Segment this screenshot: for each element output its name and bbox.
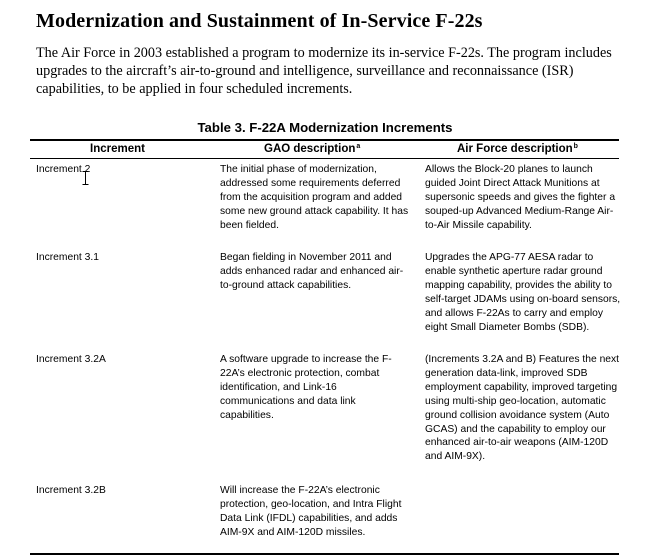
column-header-af — [457, 143, 578, 155]
table-row-4-gao: Will increase the F-22A’s electronic protection, geo-location, and Intra Flight Data Link (IFDL) capabilities, and adds AIM-9X and AIM-120D missiles. — [220, 485, 402, 538]
table-row-1-increment: Increment 2 — [36, 164, 91, 175]
table-bottom-rule — [30, 553, 619, 555]
table-row-1-af: Allows the Block-20 planes to launch guided Joint Direct Attack Munitions at supersonic speeds and gives the fighter a souped-up Advanced Medium-Range Air-to-Air Missile capability. — [425, 164, 616, 231]
table-row-2-gao: Began fielding in November 2011 and adds enhanced radar and enhanced air-to-ground attack capabilities. — [220, 252, 404, 291]
table-top-rule — [30, 139, 619, 141]
table-row-1-gao: The initial phase of modernization, addressed some requirements deferred from the acquisition program and added some new ground attack capability. It has been fielded. — [220, 164, 409, 231]
footnote-marker-b: b — [573, 143, 578, 150]
section-heading: Modernization and Sustainment of In-Service F-22s — [36, 10, 483, 32]
footnote-marker-a: a — [356, 143, 361, 150]
column-header-increment — [90, 143, 145, 155]
column-header-increment-label: Increment — [90, 143, 145, 155]
table-row-4-increment: Increment 3.2B — [36, 485, 106, 496]
table-row-2-af: Upgrades the APG-77 AESA radar to enable synthetic aperture radar ground mapping capability, provides the ability to self-target JDAMs using on-board sensors, and allows F-22As to carry and employ eight Small Diameter Bombs (SDB). — [425, 252, 621, 333]
column-header-gao — [264, 143, 360, 155]
table-row-2-increment: Increment 3.1 — [36, 252, 99, 263]
column-header-gao-label: GAO description — [264, 143, 356, 155]
table-row-3-af: (Increments 3.2A and B) Features the next generation data-link, improved SDB employment capability, improved targeting using multi-ship geo-location, automatic ground collision avoidance system (Auto GCAS) and the capability to employ our enhanced air-to-air weapons (AIM-120D and AIM-9X). — [425, 354, 620, 463]
table-row-3-gao: A software upgrade to increase the F-22A’s electronic protection, combat identification, and Link-16 communications and data link capabilities. — [220, 354, 392, 421]
table-title: Table 3. F-22A Modernization Increments — [197, 120, 453, 135]
intro-paragraph: The Air Force in 2003 established a program to modernize its in-service F-22s. The program includes upgrades to the aircraft’s air-to-ground and intelligence, surveillance and reconnaissance (ISR) capabilities, to be applied in four scheduled increments. — [36, 45, 612, 97]
text-cursor-icon — [82, 171, 89, 185]
header-rule — [30, 158, 619, 159]
column-header-af-label: Air Force description — [457, 143, 573, 155]
table-row-3-increment: Increment 3.2A — [36, 354, 106, 365]
